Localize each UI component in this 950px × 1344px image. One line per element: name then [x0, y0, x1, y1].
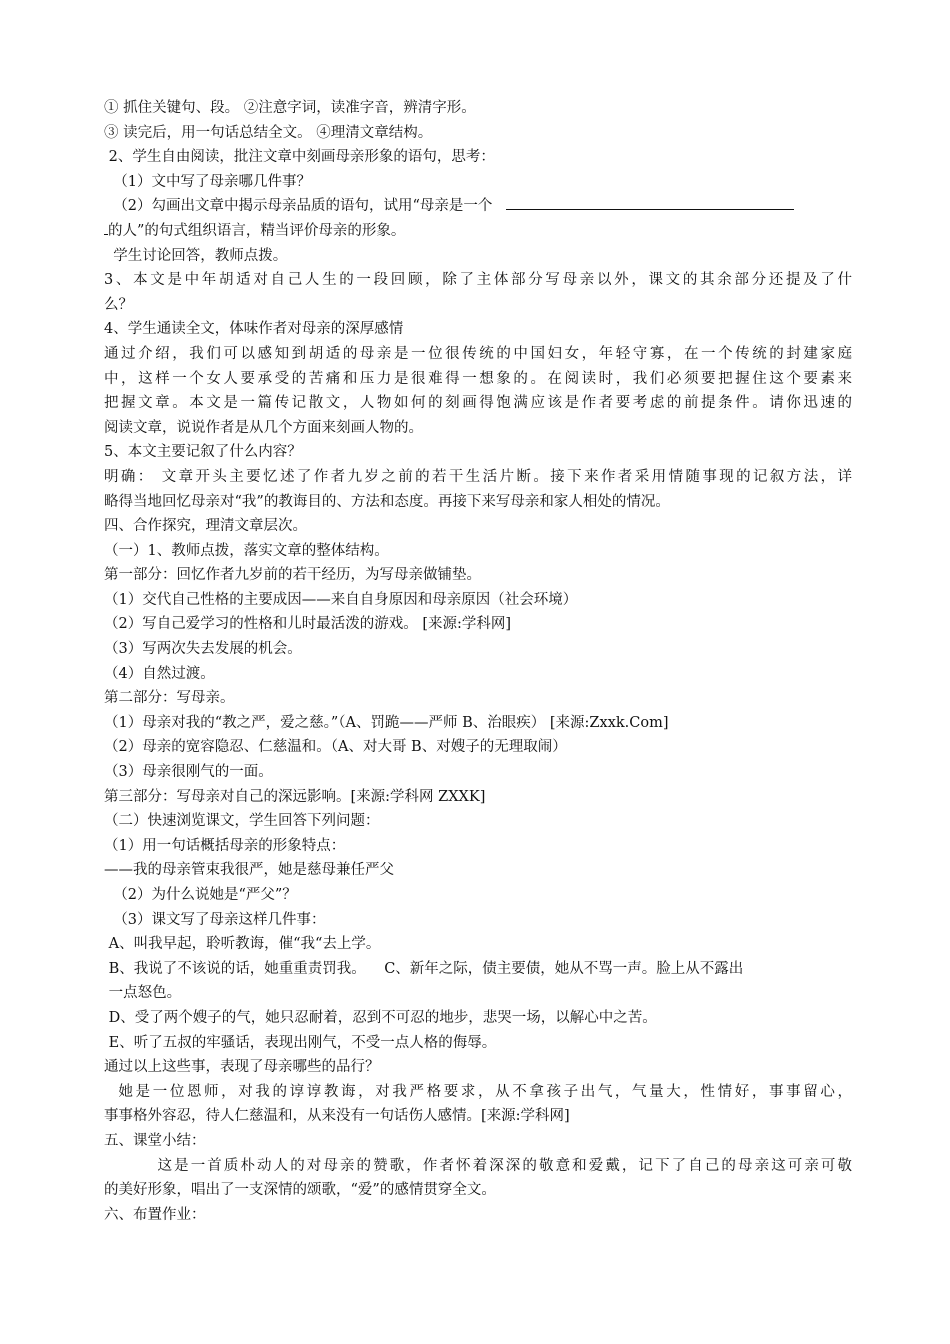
text-line: 5、本文主要记叙了什么内容？	[104, 444, 302, 461]
text-line: 把握文章。本文是一篇传记散文，人物如何的刻画得饱满应该是作者要考虑的前提条件。请你迅速的	[104, 395, 852, 412]
fill-in-blank	[506, 195, 794, 210]
text-line: （4）自然过渡。	[104, 665, 215, 682]
text-line: A、叫我早起，聆听教诲，催“我“去上学。	[104, 936, 381, 953]
text-line: 通过以上这些事，表现了母亲哪些的品行？	[104, 1059, 380, 1076]
text-line: 4、学生通读全文，体味作者对母亲的深厚感情	[104, 321, 404, 338]
text-line: 3、本文是中年胡适对自己人生的一段回顾，除了主体部分写母亲以外，课文的其余部分还提及了什	[104, 272, 852, 289]
text-line: （2）写自己爱学习的性格和儿时最活泼的游戏。 [来源:学科网]	[104, 616, 512, 633]
text-line: 她是一位恩师，对我的谆谆教诲，对我严格要求，从不拿孩子出气，气量大，性情好，事事留心，	[104, 1083, 852, 1100]
document-page	[104, 96, 852, 1227]
text-line: （1）文中写了母亲哪几件事？	[104, 173, 311, 190]
text-line: （3）母亲很刚气的一面。	[104, 764, 273, 781]
text-line: 的美好形象，唱出了一支深情的颂歌，“爱”的感情贯穿全文。	[104, 1182, 496, 1199]
text-line: ——我的母亲管束我很严，她是慈母兼任严父	[104, 862, 394, 879]
text-segment: 的人”的句式组织语言，精当评价母亲的形象。	[108, 222, 406, 239]
text-segment: （2）勾画出文章中揭示母亲品质的语句，试用“母亲是一个	[104, 198, 493, 215]
text-line: 2、学生自由阅读，批注文章中刻画母亲形象的语句，思考：	[104, 149, 495, 166]
text-line: 中，这样一个女人要承受的苦痛和压力是很难得一想象的。在阅读时，我们必须要把握住这个要素来	[104, 370, 852, 387]
text-line: B、我说了不该说的话，她重重责罚我。 C、新年之际，债主要债，她从不骂一声。脸上从不露出	[104, 960, 744, 977]
text-line: D、受了两个嫂子的气，她只忍耐着，忍到不可忍的地步，悲哭一场，以解心中之苦。	[104, 1009, 657, 1026]
text-line: 第二部分：写母亲。	[104, 690, 235, 707]
text-line: ① 抓住关键句、段。 ②注意字词，读准字音，辨清字形。	[104, 100, 476, 116]
text-line: （2）为什么说她是“严父”？	[104, 887, 297, 903]
text-line: 这是一首质朴动人的对母亲的赞歌，作者怀着深深的敬意和爱戴，记下了自己的母亲这可亲可敬	[104, 1157, 852, 1174]
text-line: 第三部分：写母亲对自己的深远影响。[来源:学科网 ZXXK]	[104, 788, 486, 805]
text-line: 明确： 文章开头主要忆述了作者九岁之前的若干生活片断。接下来作者采用情随事现的记叙方法，详	[104, 468, 852, 485]
text-line: （3）写两次失去发展的机会。	[104, 641, 302, 658]
text-line: 略得当地回忆母亲对“我”的教诲目的、方法和态度。再接下来写母亲和家人相处的情况。	[104, 493, 670, 510]
text-line: 五、课堂小结：	[104, 1132, 206, 1149]
text-line: 么？	[104, 296, 133, 313]
text-line: （1）用一句话概括母亲的形象特点：	[104, 837, 346, 854]
text-line: （二）快速浏览课文，学生回答下列问题：	[104, 813, 380, 830]
text-line: E、听了五叔的牢骚话，表现出刚气，不受一点人格的侮辱。	[104, 1034, 497, 1051]
text-line: （2）母亲的宽容隐忍、仁慈温和。（A、对大哥 B、对嫂子的无理取闹）	[104, 739, 567, 756]
text-line: 通过介绍，我们可以感知到胡适的母亲是一位很传统的中国妇女，年轻守寡，在一个传统的封建家庭	[104, 345, 852, 362]
text-line: （1）交代自己性格的主要成因——来自自身原因和母亲原因（社会环境）	[104, 591, 578, 608]
text-line-with-blank	[104, 194, 852, 219]
text-line: 第一部分：回忆作者九岁前的若干经历，为写母亲做铺垫。	[104, 567, 481, 584]
text-line: 学生讨论回答，教师点拨。	[104, 247, 288, 264]
text-line: 四、合作探究，理清文章层次。	[104, 518, 307, 535]
text-line: 事事格外容忍，待人仁慈温和，从来没有一句话伤人感情。[来源:学科网]	[104, 1108, 570, 1125]
text-line: ③ 读完后，用一句话总结全文。 ④理清文章结构。	[104, 124, 433, 141]
text-line: （1）母亲对我的“教之严，爱之慈。”（A、罚跪——严师 B、治眼疾） [来源:Zxxk.Com]	[104, 714, 669, 731]
text-line: 六、布置作业：	[104, 1206, 206, 1223]
text-line: 一点怒色。	[104, 985, 182, 1002]
text-line: （一）1、教师点拨，落实文章的整体结构。	[104, 542, 389, 559]
text-line-with-blank	[104, 219, 852, 244]
text-line: （3）课文写了母亲这样几件事：	[104, 911, 326, 928]
text-line: 阅读文章，说说作者是从几个方面来刻画人物的。	[104, 419, 423, 436]
